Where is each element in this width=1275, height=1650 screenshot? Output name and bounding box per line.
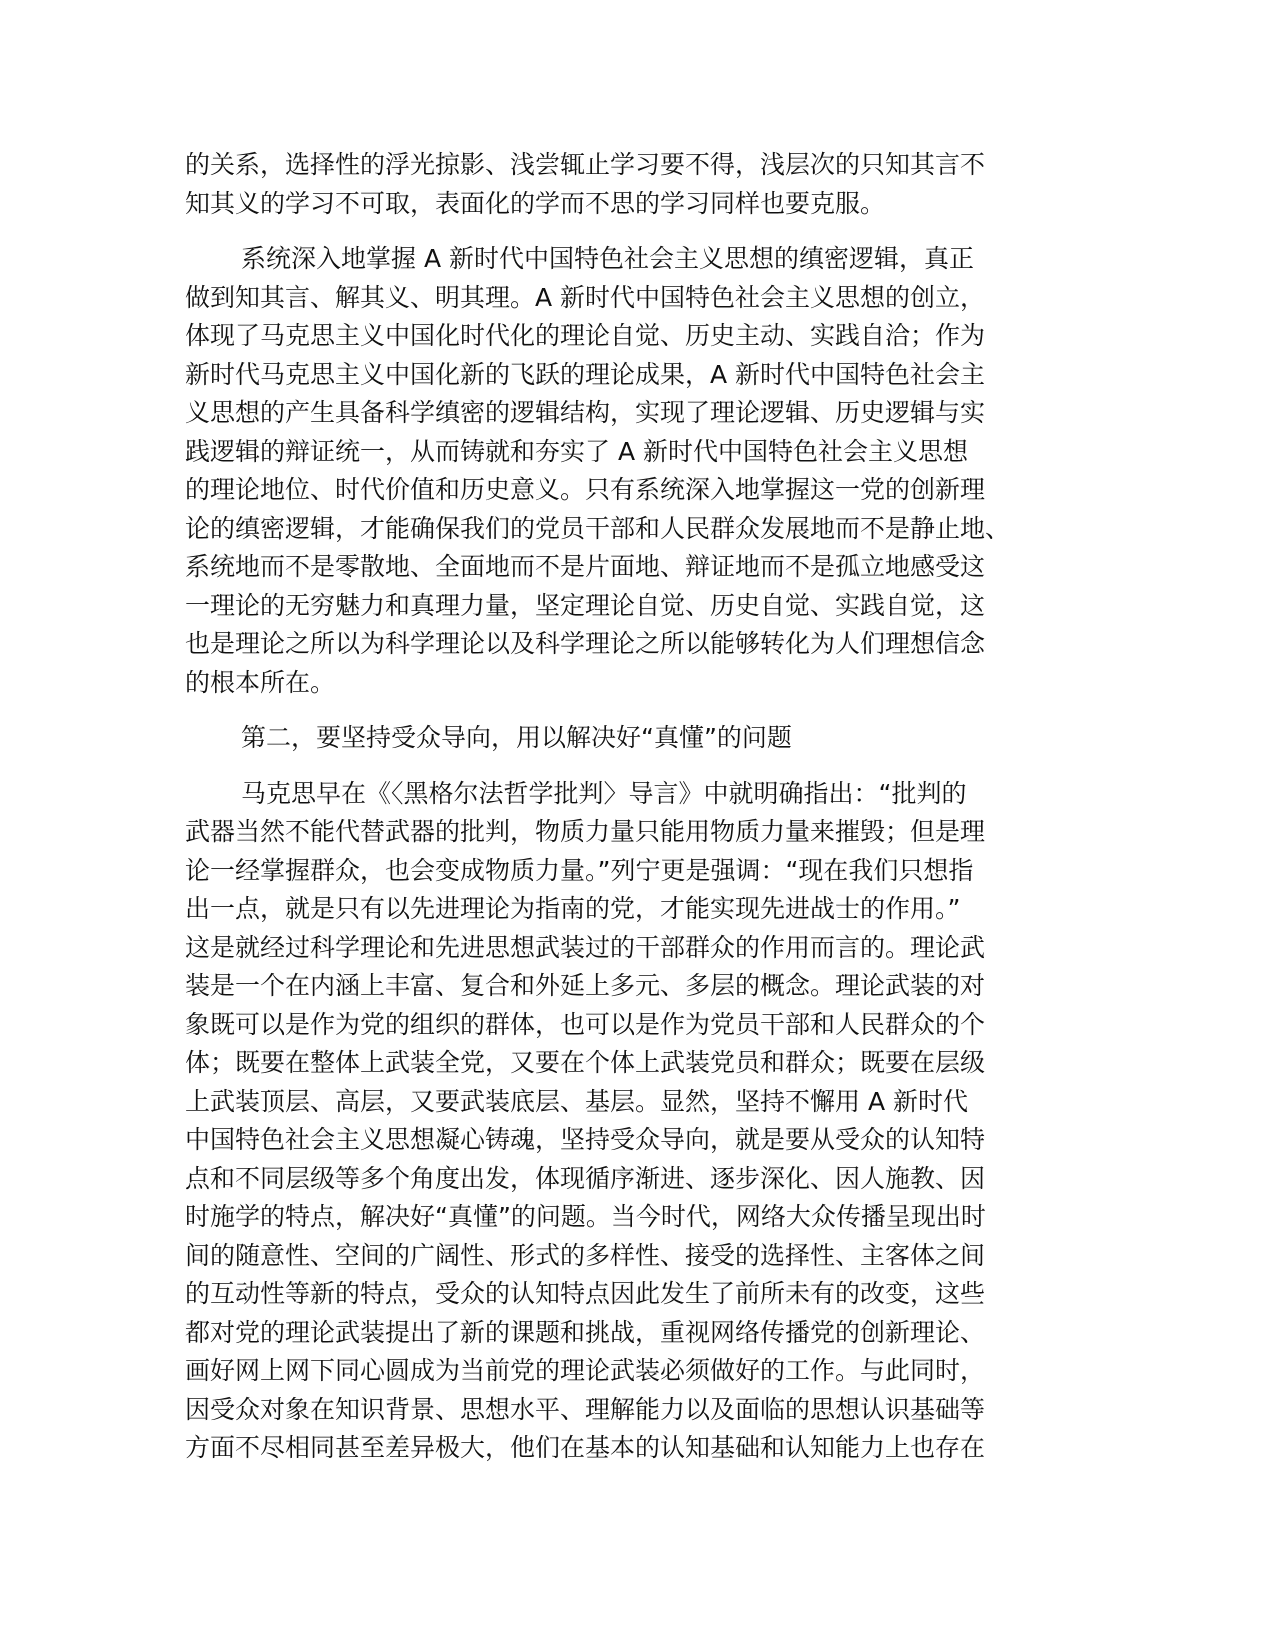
text-line: 做到知其言、解其义、明其理。A 新时代中国特色社会主义思想的创立， [185, 282, 986, 312]
text-line: 知其义的学习不可取，表面化的学而不思的学习同样也要克服。 [185, 188, 886, 218]
text-line: 也是理论之所以为科学理论以及科学理论之所以能够转化为人们理想信念 [185, 629, 986, 658]
text-line: 践逻辑的辩证统一，从而铸就和夯实了 A 新时代中国特色社会主义思想 [185, 436, 968, 466]
text-line: 间的随意性、空间的广阔性、形式的多样性、接受的选择性、主客体之间 [185, 1240, 986, 1270]
text-line: 新时代马克思主义中国化新的飞跃的理论成果，A 新时代中国特色社会主 [185, 359, 986, 389]
text-line: 一理论的无穷魅力和真理力量，坚定理论自觉、历史自觉、实践自觉，这 [185, 590, 986, 620]
text-line: 论的缜密逻辑，才能确保我们的党员干部和人民群众发展地而不是静止地、 [185, 513, 1011, 543]
text-line: 义思想的产生具备科学缜密的逻辑结构，实现了理论逻辑、历史逻辑与实 [185, 398, 986, 427]
section-heading [185, 719, 1090, 758]
text-line: 中国特色社会主义思想凝心铸魂，坚持受众导向，就是要从受众的认知特 [185, 1125, 986, 1154]
text-line: 因受众对象在知识背景、思想水平、理解能力以及面临的思想认识基础等 [185, 1394, 986, 1424]
body-text [185, 146, 1090, 1468]
heading-line: 第二，要坚持受众导向，用以解决好“真懂”的问题 [241, 723, 792, 752]
text-line: 点和不同层级等多个角度出发，体现循序渐进、逐步深化、因人施教、因 [185, 1163, 986, 1193]
paragraph-2 [185, 240, 1090, 702]
text-line: 上武装顶层、高层，又要武装底层、基层。显然，坚持不懈用 A 新时代 [185, 1086, 968, 1116]
paragraph-4 [185, 775, 1090, 1468]
text-line: 的互动性等新的特点，受众的认知特点因此发生了前所未有的改变，这些 [185, 1279, 986, 1308]
text-line: 体；既要在整体上武装全党，又要在个体上武装党员和群众；既要在层级 [185, 1048, 986, 1077]
paragraph-1 [185, 146, 1090, 223]
text-line: 时施学的特点，解决好“真懂”的问题。当今时代，网络大众传播呈现出时 [185, 1202, 986, 1231]
text-line: 武器当然不能代替武器的批判，物质力量只能用物质力量来摧毁；但是理 [185, 817, 986, 846]
text-line: 装是一个在内涵上丰富、复合和外延上多元、多层的概念。理论武装的对 [185, 971, 986, 1000]
text-line: 马克思早在《〈黑格尔法哲学批判〉导言》中就明确指出：“批判的 [241, 778, 967, 808]
text-line: 的根本所在。 [185, 667, 336, 697]
text-line: 象既可以是作为党的组织的群体，也可以是作为党员干部和人民群众的个 [185, 1009, 986, 1039]
text-line: 画好网上网下同心圆成为当前党的理论武装必须做好的工作。与此同时， [185, 1356, 986, 1385]
text-line: 的关系，选择性的浮光掠影、浅尝辄止学习要不得，浅层次的只知其言不 [185, 150, 986, 179]
text-line: 系统地而不是零散地、全面地而不是片面地、辩证地而不是孤立地感受这 [185, 552, 986, 581]
text-line: 系统深入地掌握 A 新时代中国特色社会主义思想的缜密逻辑，真正 [241, 244, 974, 273]
text-line: 都对党的理论武装提出了新的课题和挑战，重视网络传播党的创新理论、 [185, 1317, 986, 1347]
text-line: 出一点，就是只有以先进理论为指南的党，才能实现先进战士的作用。” [185, 894, 961, 923]
text-line: 方面不尽相同甚至差异极大，他们在基本的认知基础和认知能力上也存在 [185, 1433, 986, 1462]
text-line: 的理论地位、时代价值和历史意义。只有系统深入地掌握这一党的创新理 [185, 475, 986, 504]
text-line: 论一经掌握群众，也会变成物质力量。”列宁更是强调：“现在我们只想指 [185, 855, 974, 885]
text-line: 体现了马克思主义中国化时代化的理论自觉、历史主动、实践自洽；作为 [185, 321, 986, 350]
text-line: 这是就经过科学理论和先进思想武装过的干部群众的作用而言的。理论武 [185, 932, 986, 962]
